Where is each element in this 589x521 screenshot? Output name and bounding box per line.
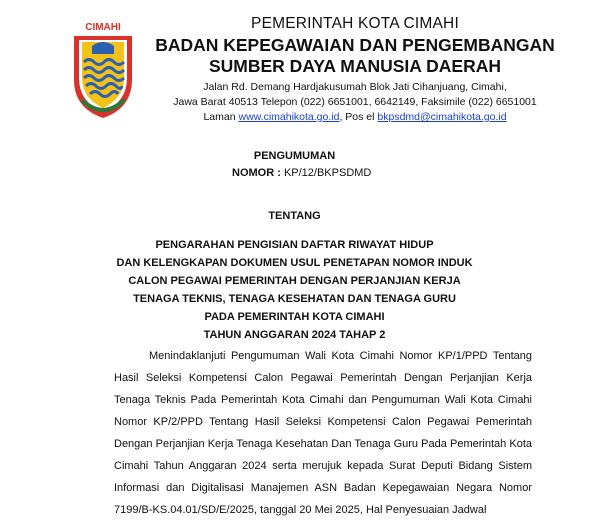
address-line1: Jalan Rd. Demang Hardjakusumah Blok Jati Cihanjuang, Cimahi, <box>203 81 507 93</box>
website-link[interactable]: www.cimahikota.go.id <box>238 111 340 123</box>
subject-line: PADA PEMERINTAH KOTA CIMAHI <box>204 311 385 323</box>
announcement-subject <box>0 236 589 344</box>
body-text: Menindaklanjuti Pengumuman Wali Kota Cimahi Nomor KP/1/PPD Tentang Hasil Seleksi Kompetensi Calon Pegawai Pemerintah Dengan Perjanjian Kerja Tenaga Teknis Pada Pemerintah Kota Cimahi dan Pengumuman Wali Kota Cimahi Nomor KP/2/PPD Tentang Hasil Seleksi Kompetensi Calon Pegawai Pemerintah Dengan Perjanjian Kerja Tenaga Kesehatan Dan Tenaga Guru Pada Pemerintah Kota Cimahi Tahun Anggaran 2024 serta merujuk kepada Surat Deputi Bidang Sistem Informasi dan Digitalisasi Manajemen ASN Badan Kepegawaian Negara Nomor 7199/B-KS.04.01/SD/E/2025, tanggal 20 Mei 2025, Hal Penyesuaian Jadwal <box>114 350 532 516</box>
number-label: NOMOR : <box>232 167 281 179</box>
email-link[interactable]: bkpsdmd@cimahikota.go.id <box>377 111 507 123</box>
agency-name-line2: SUMBER DAYA MANUSIA DAERAH <box>208 56 502 76</box>
website-prefix: Laman <box>203 111 239 123</box>
address-line2: Jawa Barat 40513 Telepon (022) 6651001, 6642149, Faksimile (022) 6651001 <box>173 96 537 108</box>
agency-name-line1: BADAN KEPEGAWAIAN DAN PENGEMBANGAN <box>155 35 555 55</box>
subject-line: DAN KELENGKAPAN DOKUMEN USUL PENETAPAN NOMOR INDUK <box>116 257 473 269</box>
announcement-number <box>232 167 371 179</box>
logo-text: CIMAHI <box>85 22 121 33</box>
government-name: PEMERINTAH KOTA CIMAHI <box>251 15 459 32</box>
about-heading: TENTANG <box>268 210 321 222</box>
subject-line: TENAGA TEKNIS, TENAGA KESEHATAN DAN TENAGA GURU <box>133 293 456 305</box>
subject-line: CALON PEGAWAI PEMERINTAH DENGAN PERJANJIAN KERJA <box>128 275 461 287</box>
email-prefix: , Pos el <box>339 111 378 123</box>
cimahi-logo <box>68 20 138 120</box>
announcement-title: PENGUMUMAN <box>253 150 336 162</box>
subject-line: TAHUN ANGGARAN 2024 TAHAP 2 <box>203 329 386 341</box>
number-value: KP/12/BKPSDMD <box>283 167 372 179</box>
subject-line: PENGARAHAN PENGISIAN DAFTAR RIWAYAT HIDUP <box>155 239 434 251</box>
body-paragraph <box>114 345 532 521</box>
contact-line <box>145 110 565 125</box>
letterhead <box>145 14 565 125</box>
